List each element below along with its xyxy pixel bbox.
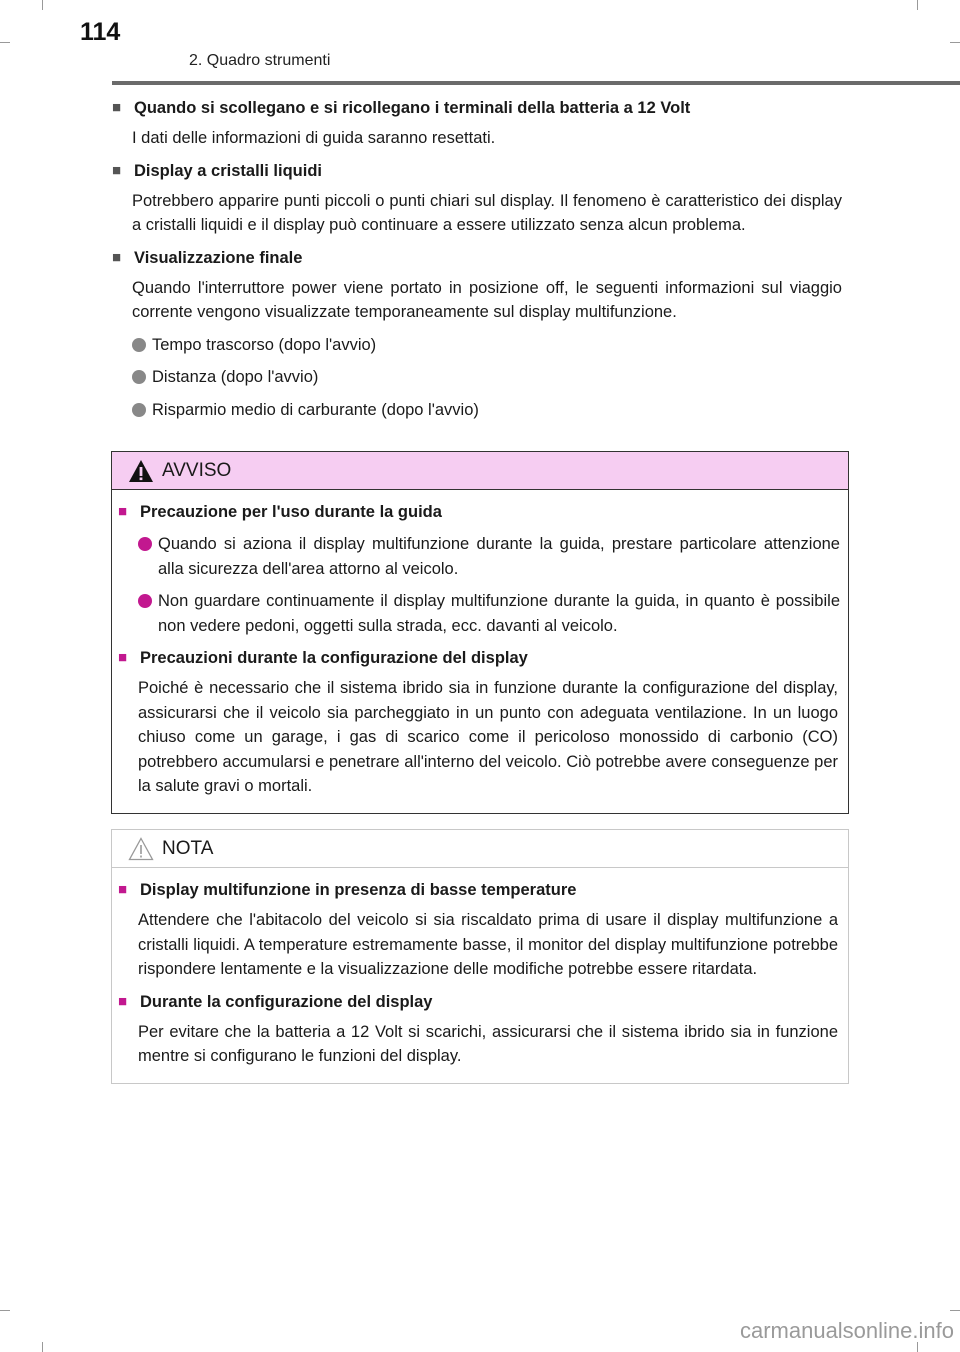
warning-box-body [112,490,848,813]
warning-box-header [112,452,848,490]
square-bullet-icon: ■ [118,881,128,898]
circle-bullet-icon [132,370,146,384]
square-bullet-icon: ■ [112,161,122,179]
crop-mark [42,1342,43,1352]
section-heading: ■ Precauzioni durante la configurazione del display [118,646,840,670]
circle-bullet-icon [138,594,152,608]
section-text: Potrebbero apparire punti piccoli o punti chiari sul display. Il fenomeno è caratteristico dei display a cristalli liquidi e il display può continuare a essere utilizzato senza alcun problema. [132,191,842,234]
section-heading [112,246,842,270]
list-item: Distanza (dopo l'avvio) [132,365,842,390]
page-number: 114 [80,18,121,46]
watermark: carmanualsonline.info [739,1318,954,1343]
section-heading: ■ Durante la configurazione del display [118,990,840,1014]
note-box-header [112,830,848,868]
list-item: Non guardare continuamente il display multifunzione durante la guida, in quanto è possibile non vedere pedoni, oggetti sulla strada, ecc. davanti al veicolo. [138,589,840,638]
section-text: Poiché è necessario che il sistema ibrido sia in funzione durante la configurazione del display, assicurarsi che il veicolo sia parcheggiato in un punto con adeguata ventilazione. In un luogo chiuso come un garage, i gas di scarico come il pericoloso monossido di carbonio (CO) potrebbero accumularsi e penetrare all'interno del veicolo. Ciò potrebbe avere conseguenze per la salute gravi o mortali. [138,679,838,795]
crop-mark [0,1310,10,1311]
crop-mark [950,1310,960,1311]
square-bullet-icon: ■ [112,99,122,116]
heading-text: Visualizzazione finale [134,248,303,267]
list-item: Risparmio medio di carburante (dopo l'avvio) [132,398,842,423]
heading-text: Quando si scollegano e si ricollegano i terminali della batteria a 12 Volt [134,99,691,117]
page-header [0,0,960,90]
caution-triangle-icon [128,837,154,861]
note-box-body [112,868,848,1083]
section-title: 2. Quadro strumenti [189,52,331,69]
square-bullet-icon: ■ [112,248,122,266]
heading-text: Display a cristalli liquidi [134,161,322,180]
warning-box [111,451,849,814]
section-heading: ■ Display multifunzione in presenza di basse temperature [118,878,840,902]
section-text: Quando l'interruttore power viene portato in posizione off, le seguenti informazioni sul viaggio corrente vengono visualizzate temporaneamente sul display multifunzione. [132,278,842,321]
square-bullet-icon: ■ [118,649,128,666]
list-item: Tempo trascorso (dopo l'avvio) [132,333,842,358]
section-heading [112,96,842,120]
circle-bullet-icon [138,537,152,551]
note-title: NOTA [162,837,214,859]
list-item: Quando si aziona il display multifunzione durante la guida, prestare particolare attenzione alla sicurezza dell'area attorno al veicolo. [138,532,840,581]
section-heading [112,159,842,183]
square-bullet-icon: ■ [118,503,128,520]
section-heading: ■ Precauzione per l'uso durante la guida [118,500,840,524]
section-battery [112,96,842,151]
square-bullet-icon: ■ [118,992,128,1010]
circle-bullet-icon [132,338,146,352]
section-lcd [112,159,842,238]
section-final-display [112,246,842,423]
section-text: Attendere che l'abitacolo del veicolo si sia riscaldato prima di usare il display multifunzione a cristalli liquidi. A temperature estremamente basse, il monitor del display multifunzione potrebbe rispondere lentamente e la visualizzazione delle modifiche potrebbe essere ritardata. [138,911,838,978]
section-text: Per evitare che la batteria a 12 Volt si scarichi, assicurarsi che il sistema ibrido sia in funzione mentre si configurano le funzioni del display. [138,1022,838,1065]
section-text: I dati delle informazioni di guida saranno resettati. [132,129,496,147]
note-box [111,829,849,1084]
warning-triangle-icon [128,459,154,483]
main-content [112,96,842,430]
circle-bullet-icon [132,403,146,417]
header-rule [112,81,960,85]
warning-title: AVVISO [162,459,232,481]
